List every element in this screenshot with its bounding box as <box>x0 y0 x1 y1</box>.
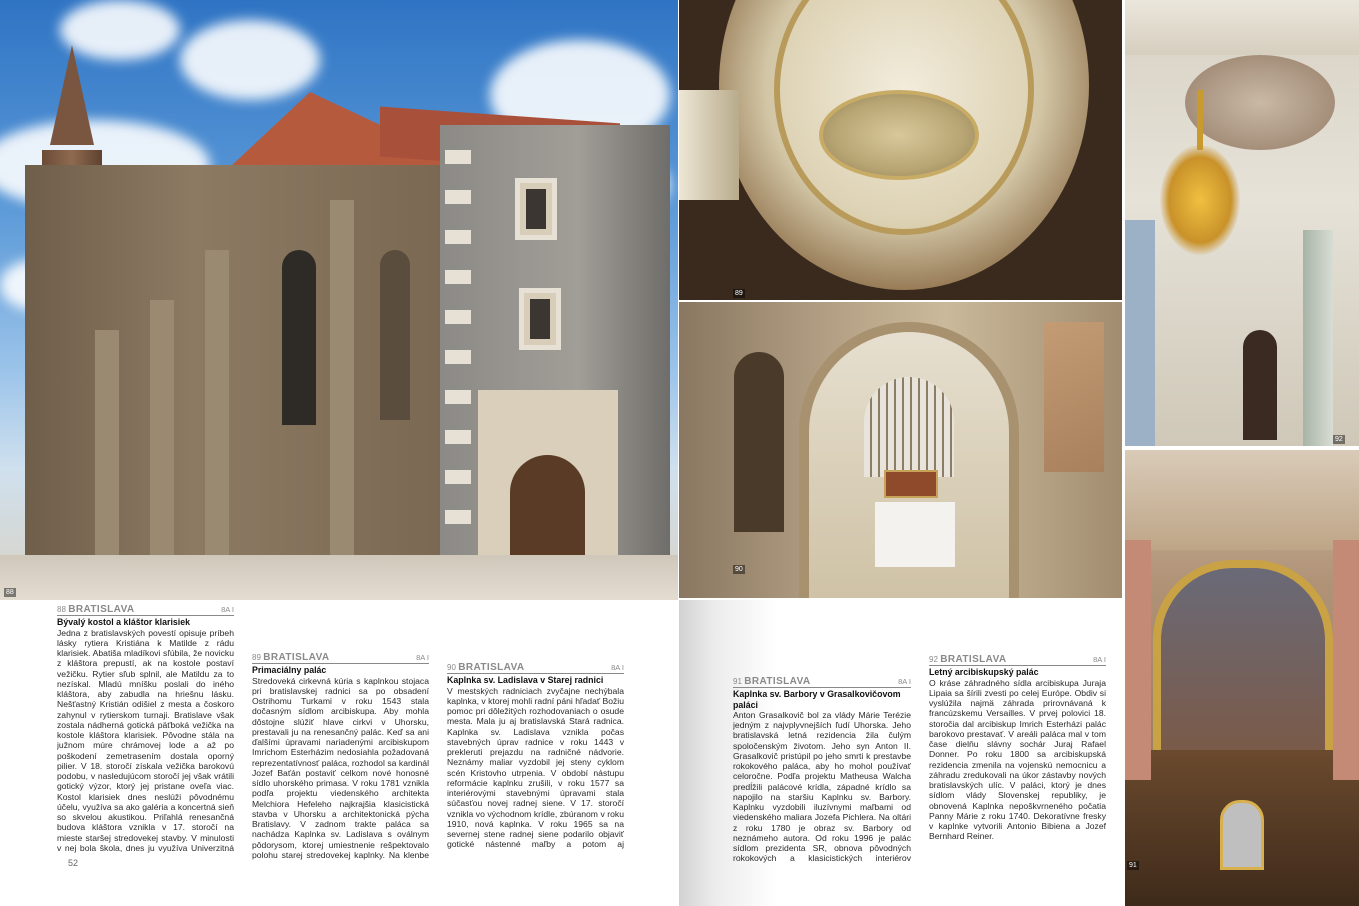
photo-number: 88 <box>6 589 14 596</box>
entry-title: Primaciálny palác <box>252 665 327 676</box>
stove <box>1243 330 1277 440</box>
text-column-4 <box>733 604 911 865</box>
entry-text: Jedna z bratislavských povestí opisuje príbeh lásky rytiera Kristiána k Matilde z rádu klarisiek. Abatiša mladíkovi sľúbila, že novicku z kláštora prepustí, ak na kostole postaví vežičku. Rytier sľub splnil, ale Matildu za to nezískal. Mladú mníšku poslali do iného kláštora, aby zabudla na hriešnu lásku. Nešťastný Kristián odišiel z mesta a čoskoro zahynul v rytierskom turnaji. Bratislave však zostala nádherná gotická päťboká vežička na kostole kláštora klarisiek. Pôvodne stála na južnom múre chrámovej lode a až po poškodení zemetrasením dostala oporný pilier. V 18. storočí získala vežička barokovú podobu, v nasledujúcom storočí jej však vrátili gotický výzor, ktorý jej pristane oveľa viac. Kostol klarisiek dnes neslúži pôvodnému účelu, využíva sa ako galéria a koncertná sieň so skvelou akustikou. Priľahlá renesančná budova kláštora vznikla v 17. storočí na mieste staršej stredovekej stavby. V minulosti v nej bola škola, dnes ju využíva Univerzitná <box>57 627 234 853</box>
entry-header <box>447 662 624 674</box>
entry-header <box>733 676 911 688</box>
entry-title: Kaplnka sv. Ladislava v Starej radnici <box>447 675 604 686</box>
text-column-1 <box>57 604 234 854</box>
quoin <box>445 510 471 524</box>
ceiling-fresco <box>819 90 979 180</box>
buttress <box>205 250 229 580</box>
photo-number: 92 <box>1335 436 1343 443</box>
wall-fresco <box>1044 322 1104 472</box>
map-grid-ref: 8A I <box>611 663 624 672</box>
entry-number: 88 <box>57 605 66 614</box>
photo-number: 90 <box>735 566 743 573</box>
gothic-window <box>864 377 954 477</box>
entry-city: BRATISLAVA <box>263 652 330 663</box>
tower-spire <box>50 45 94 145</box>
entry-number: 90 <box>447 663 456 672</box>
spacer <box>929 604 1106 648</box>
quoin <box>445 470 471 484</box>
map-grid-ref: 8A I <box>416 653 429 662</box>
entry-city: BRATISLAVA <box>744 676 811 687</box>
photo-chapel-dome <box>679 0 1122 300</box>
quoin <box>445 390 471 404</box>
photo-number: 89 <box>735 290 743 297</box>
quoin <box>445 430 471 444</box>
entry-city: BRATISLAVA <box>458 662 525 673</box>
marble-column <box>1125 540 1151 780</box>
quoin <box>445 310 471 324</box>
cloud <box>180 20 320 100</box>
window <box>515 178 557 240</box>
altar-table <box>875 502 955 567</box>
entry-header <box>929 654 1106 666</box>
spacer <box>252 604 429 646</box>
cornice <box>1125 0 1359 55</box>
gothic-window <box>282 250 316 425</box>
entry-number: 91 <box>733 677 742 686</box>
entry-number: 89 <box>252 653 261 662</box>
altar-painting <box>1153 560 1333 760</box>
ceiling-fresco <box>1125 450 1359 550</box>
quoin <box>445 350 471 364</box>
photo-gothic-chapel <box>679 302 1122 598</box>
spacer <box>733 604 911 670</box>
column <box>679 90 739 200</box>
window <box>1125 220 1155 446</box>
gothic-window <box>380 250 410 420</box>
entry-header <box>57 604 234 616</box>
text-column-2 <box>252 604 429 861</box>
entry-title: Bývalý kostol a kláštor klarisiek <box>57 617 191 628</box>
map-grid-ref: 8A I <box>898 677 911 686</box>
chandelier <box>1160 90 1240 270</box>
side-niche <box>734 352 784 532</box>
buttress <box>330 200 354 580</box>
photo-church-exterior <box>0 0 678 600</box>
photo-chapel-altar <box>1125 450 1359 906</box>
entry-text: O kráse záhradného sídla arcibiskupa Juraja Lipaia sa šírili zvesti po celej Európe. Obdiv si vyslúžila najmä záhrada prirovnávaná k francúzskemu Versailles. V prvej polovici 18. storočia dal arcibiskup Imrich Esterházi palác barokovo prestavať. V areáli paláca mal v tom čase dielňu slávny sochár Juraj Rafael Donner. Po roku 1800 sa arcibiskupská rezidencia zmenila na vojenskú nemocnicu a záhradu zredukovali na úkor zástavby nových bratislavských ulíc. V paláci, ktorý je dnes sídlom vlády Slovenskej republiky, je obnovená Kaplnka nepoškvrneného počatia Panny Márie z roku 1740. Dekoratívne fresky v kaplnke vytvorili Antonio Bibiena a Jozef Bernhard Reiner. <box>929 677 1106 842</box>
entry-title: Kaplnka sv. Barbory v Grasalkovičovom paláci <box>733 689 901 710</box>
quoin <box>445 190 471 204</box>
spacer <box>447 604 624 656</box>
window <box>519 288 561 350</box>
quoin <box>445 230 471 244</box>
entry-city: BRATISLAVA <box>68 604 135 615</box>
buttress <box>95 330 119 580</box>
map-grid-ref: 8A I <box>1093 655 1106 664</box>
entry-number: 92 <box>929 655 938 664</box>
entry-text: V mestských radniciach zvyčajne nechýbala kaplnka, v ktorej mohli radní páni hľadať Božiu pomoc pri dôležitých rozhodovaniach o osude mesta. Mala ju aj bratislavská Stará radnica. Kaplnka sv. Ladislava vznikla počas stavebných úprav radnice v roku 1443 v prekleruti prejazdu na radničné nádvorie. Neznámy maliar vyzdobil jej steny cyklom scén Kristovho utrpenia. V období nástupu reformácie kaplnku zrušili, v roku 1577 sa interiérovými stavebnými úpravami stala súčasťou novej radnej siene. V 17. storočí vznikla vo východnom krídle, zbúranom v roku 1910, nová kaplnka. V roku 1965 sa na severnej stene radnej siene podarilo objaviť gotické nástenné maľby a potom aj <box>447 685 624 850</box>
text-column-3 <box>447 604 624 851</box>
buttress <box>150 300 174 580</box>
entry-text: Stredoveká cirkevná kúria s kaplnkou stojaca pri bratislavskej radnici sa po obsadení Ostrihomu Turkami v roku 1543 stala dočasným sídlom arcibiskupa. Aby mohla dôstojne slúžiť hlave cirkvi v Uhorsku, prestavali ju na renesančný palác. Keď sa ani ďalšími úpravami nariadenými arcibiskupom Imrichom Esterházim nedosiahla požadovaná reprezentatívnosť paláca, rozhodol sa kardinál Jozef Baťán postaviť celkom nové honosné sídlo uhorského primasa. V roku 1781 vznikla podľa projektu viedenského architekta Melchiora Hefeleho najkrajšia klasicistická stavba v Uhorsku a architektonická pýcha Bratislavy. V zadnom trakte paláca sa nachádza Kaplnka sv. Ladislava s oválnym pôdorysom, ktorej umiestnenie rešpektovalo polohu starej stredovekej kaplnky. Na klenbe <box>252 675 429 860</box>
quoin <box>445 150 471 164</box>
street <box>0 555 678 600</box>
entry-title: Letný arcibiskupský palác <box>929 667 1039 678</box>
map-grid-ref: 8A I <box>221 605 234 614</box>
marble-column <box>1333 540 1359 780</box>
photo-palace-interior <box>1125 0 1359 446</box>
photo-number: 91 <box>1129 862 1137 869</box>
text-column-5 <box>929 604 1106 863</box>
altar-painting <box>884 470 938 498</box>
pilaster <box>1303 230 1333 446</box>
entry-city: BRATISLAVA <box>940 654 1007 665</box>
entry-header <box>252 652 429 664</box>
page-number: 52 <box>68 858 79 868</box>
altar-relief <box>1220 800 1264 870</box>
quoin <box>445 270 471 284</box>
entry-text: Anton Grasalkovič bol za vlády Márie Terézie jedným z najvplyvnejších ľudí Uhorska. Jeho bratislavská letná rezidencia žila čulým spoločenským životom. Jeho syn Anton II. Grasalkovič pristúpil po jeho smrti k prestavbe rokokového paláca, aby ho mohol používať celoročne. Podľa projektu Matheusa Walcha predĺžili palácové krídla, západné krídlo sa napojilo na staršiu Kaplnku sv. Barbory. Kaplnku vyzdobili iluzívnymi maľbami od viedenského maliara Jozefa Pichlera. Na oltári z roku 1780 je obraz sv. Barbory od neznámeho autora. Od roku 1996 je palác sídlom prezidenta SR, obnova pôvodných rokokových a klasicistických interiérov <box>733 709 911 864</box>
